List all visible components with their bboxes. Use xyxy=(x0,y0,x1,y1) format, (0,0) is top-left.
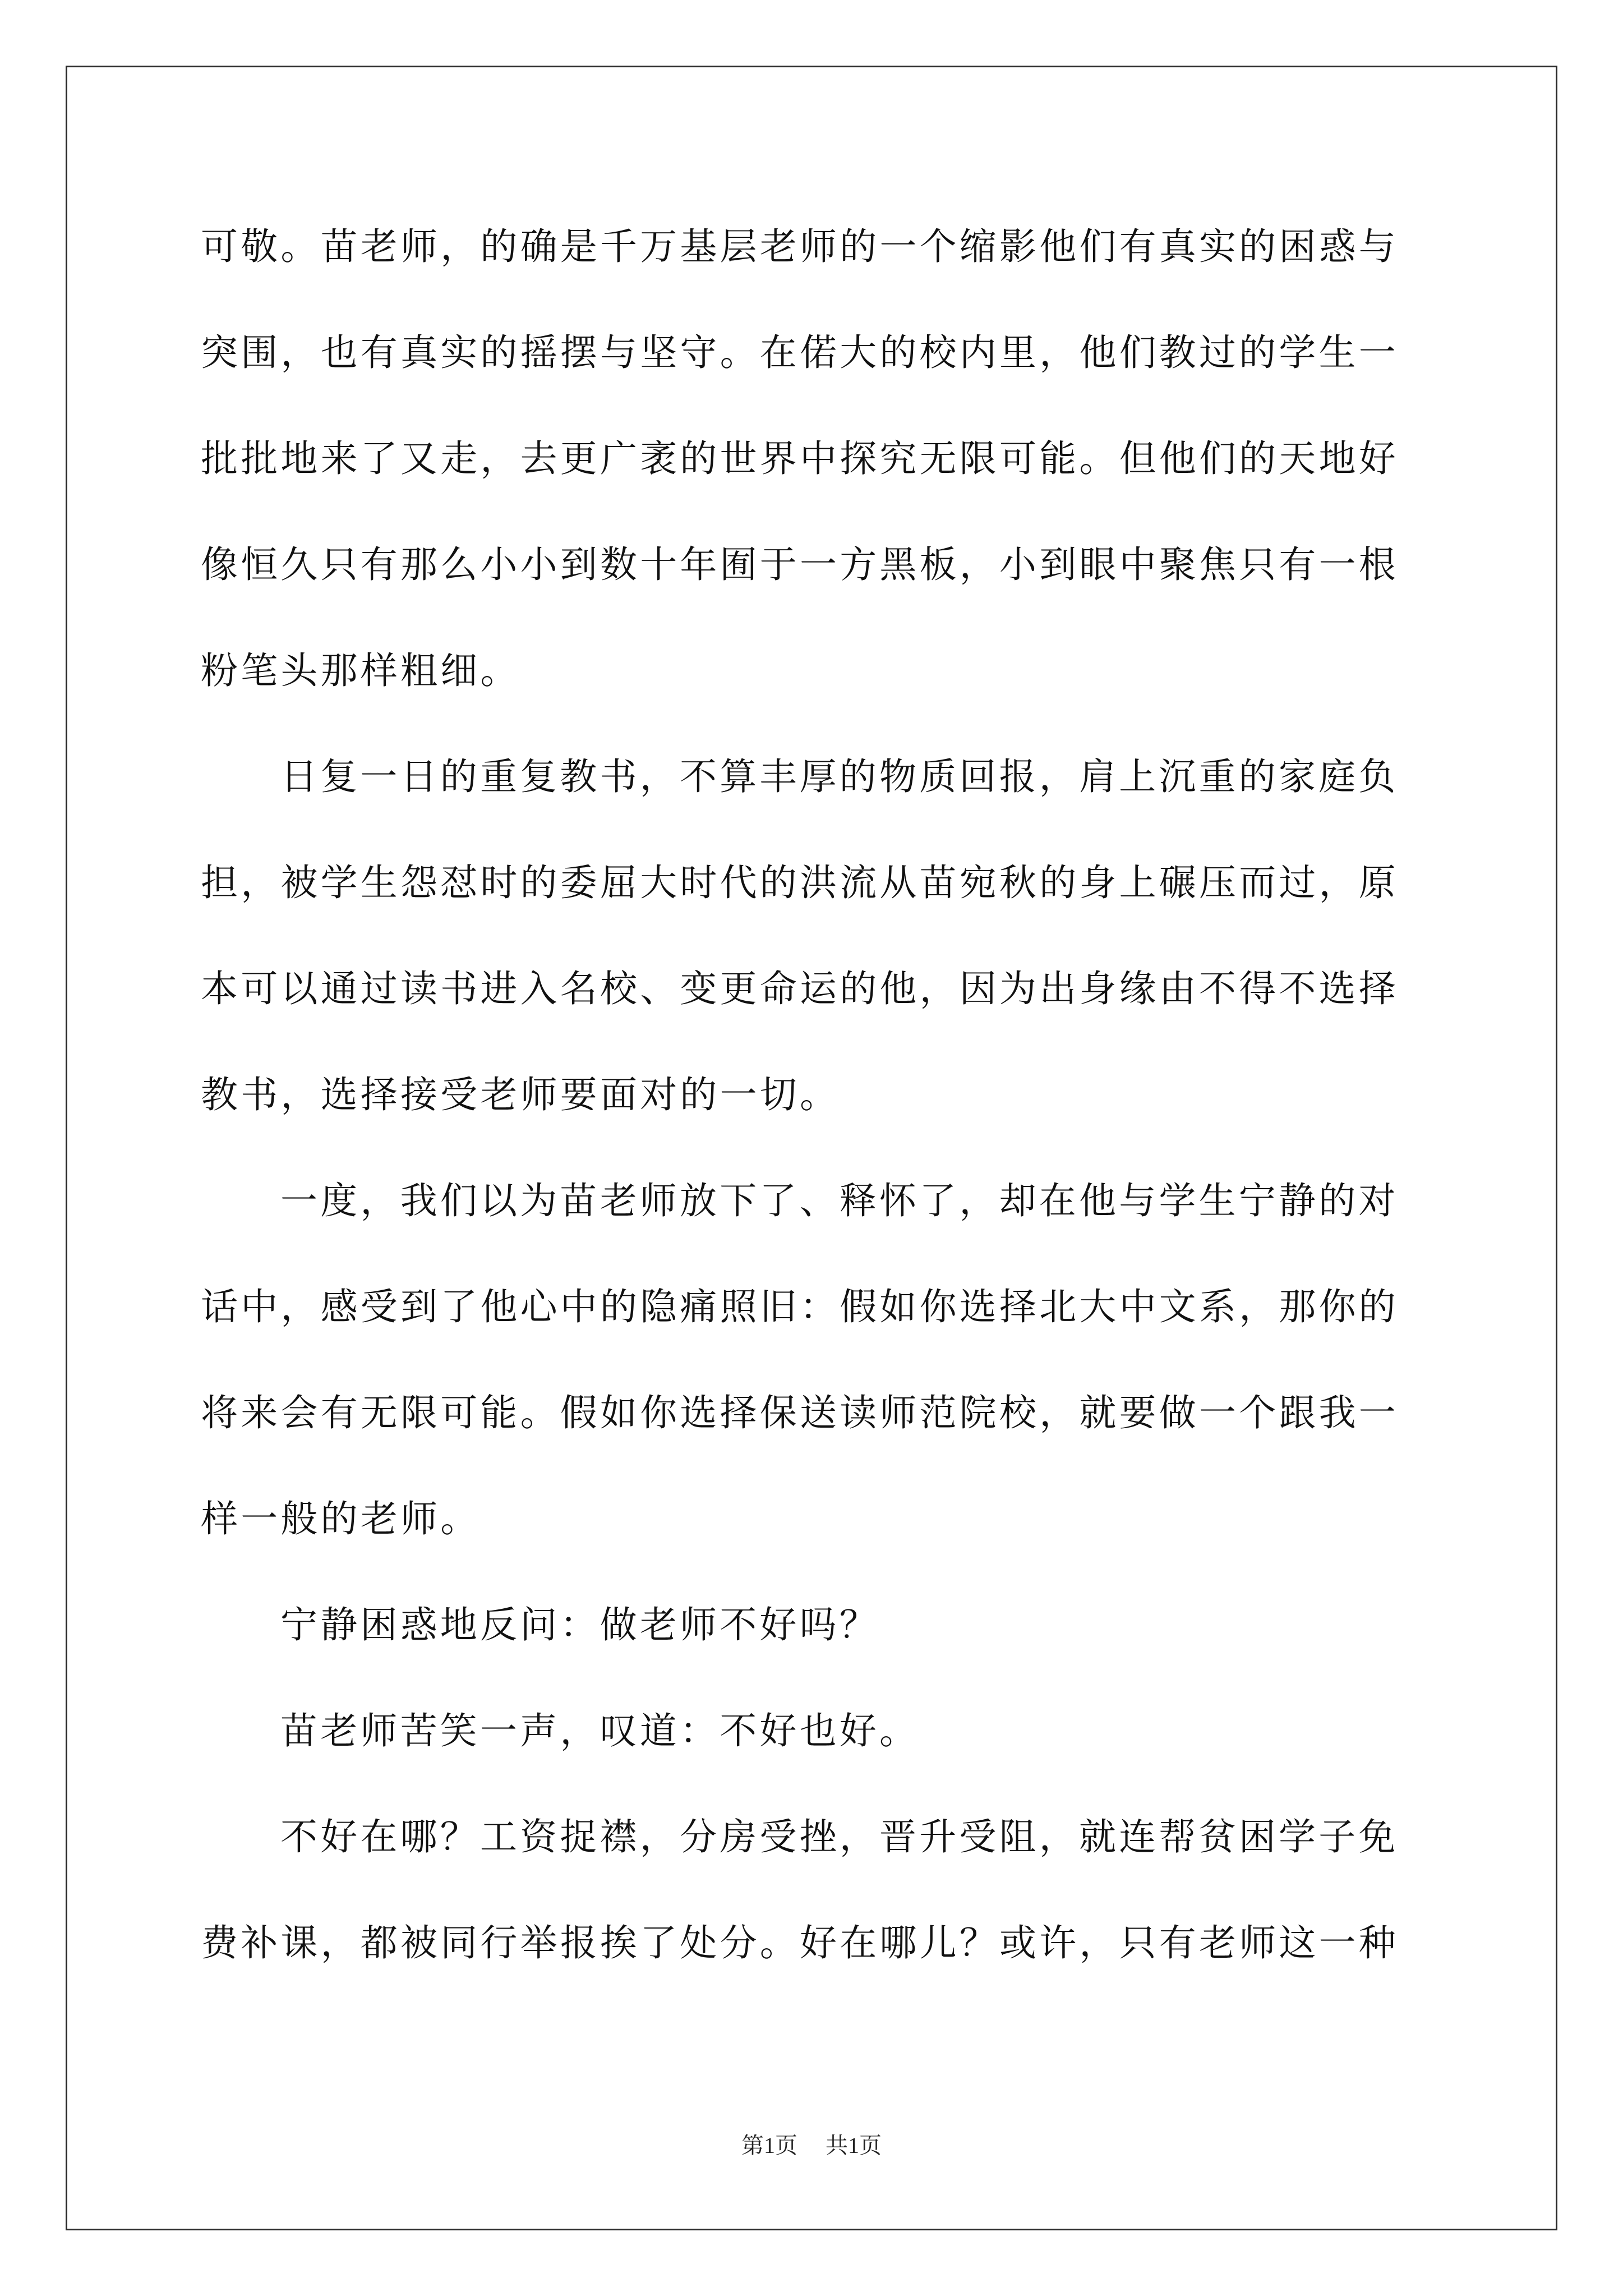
text-line: 样一般的老师。 xyxy=(201,1497,481,1540)
text-line: 批批地来了又走，去更广袤的世界中探究无限可能。但他们的天地好 xyxy=(201,437,1399,480)
page-footer xyxy=(0,2129,1623,2162)
text-line: 话中，感受到了他心中的隐痛照旧：假如你选择北大中文系，那你的 xyxy=(201,1285,1399,1328)
text-line: 将来会有无限可能。假如你选择保送读师范院校，就要做一个跟我一 xyxy=(201,1391,1399,1434)
paragraph-start-line: 苗老师苦笑一声，叹道：不好也好。 xyxy=(280,1709,920,1752)
text-line: 像恒久只有那么小小到数十年囿于一方黑板，小到眼中聚焦只有一根 xyxy=(201,543,1399,586)
text-line: 费补课，都被同行举报挨了处分。好在哪儿？或许，只有老师这一种 xyxy=(201,1921,1399,1964)
paragraph-start-line: 日复一日的重复教书，不算丰厚的物质回报，肩上沉重的家庭负 xyxy=(280,755,1399,798)
paragraph-start-line: 一度，我们以为苗老师放下了、释怀了，却在他与学生宁静的对 xyxy=(280,1179,1399,1222)
text-line: 突围，也有真实的摇摆与坚守。在偌大的校内里，他们教过的学生一 xyxy=(201,331,1399,374)
page-border xyxy=(66,66,1557,2230)
text-line: 本可以通过读书进入名校、变更命运的他，因为出身缘由不得不选择 xyxy=(201,967,1399,1010)
page-total: 共1页 xyxy=(826,2133,882,2158)
text-line: 担，被学生怨怼时的委屈大时代的洪流从苗宛秋的身上碾压而过，原 xyxy=(201,861,1399,904)
paragraph-start-line: 不好在哪？工资捉襟，分房受挫，晋升受阻，就连帮贫困学子免 xyxy=(280,1815,1399,1858)
text-line: 粉笔头那样粗细。 xyxy=(201,649,520,692)
text-line: 可敬。苗老师，的确是千万基层老师的一个缩影他们有真实的困惑与 xyxy=(201,225,1399,268)
text-line: 教书，选择接受老师要面对的一切。 xyxy=(201,1073,840,1116)
paragraph-start-line: 宁静困惑地反问：做老师不好吗？ xyxy=(280,1603,879,1646)
page-number: 第1页 xyxy=(741,2133,797,2158)
